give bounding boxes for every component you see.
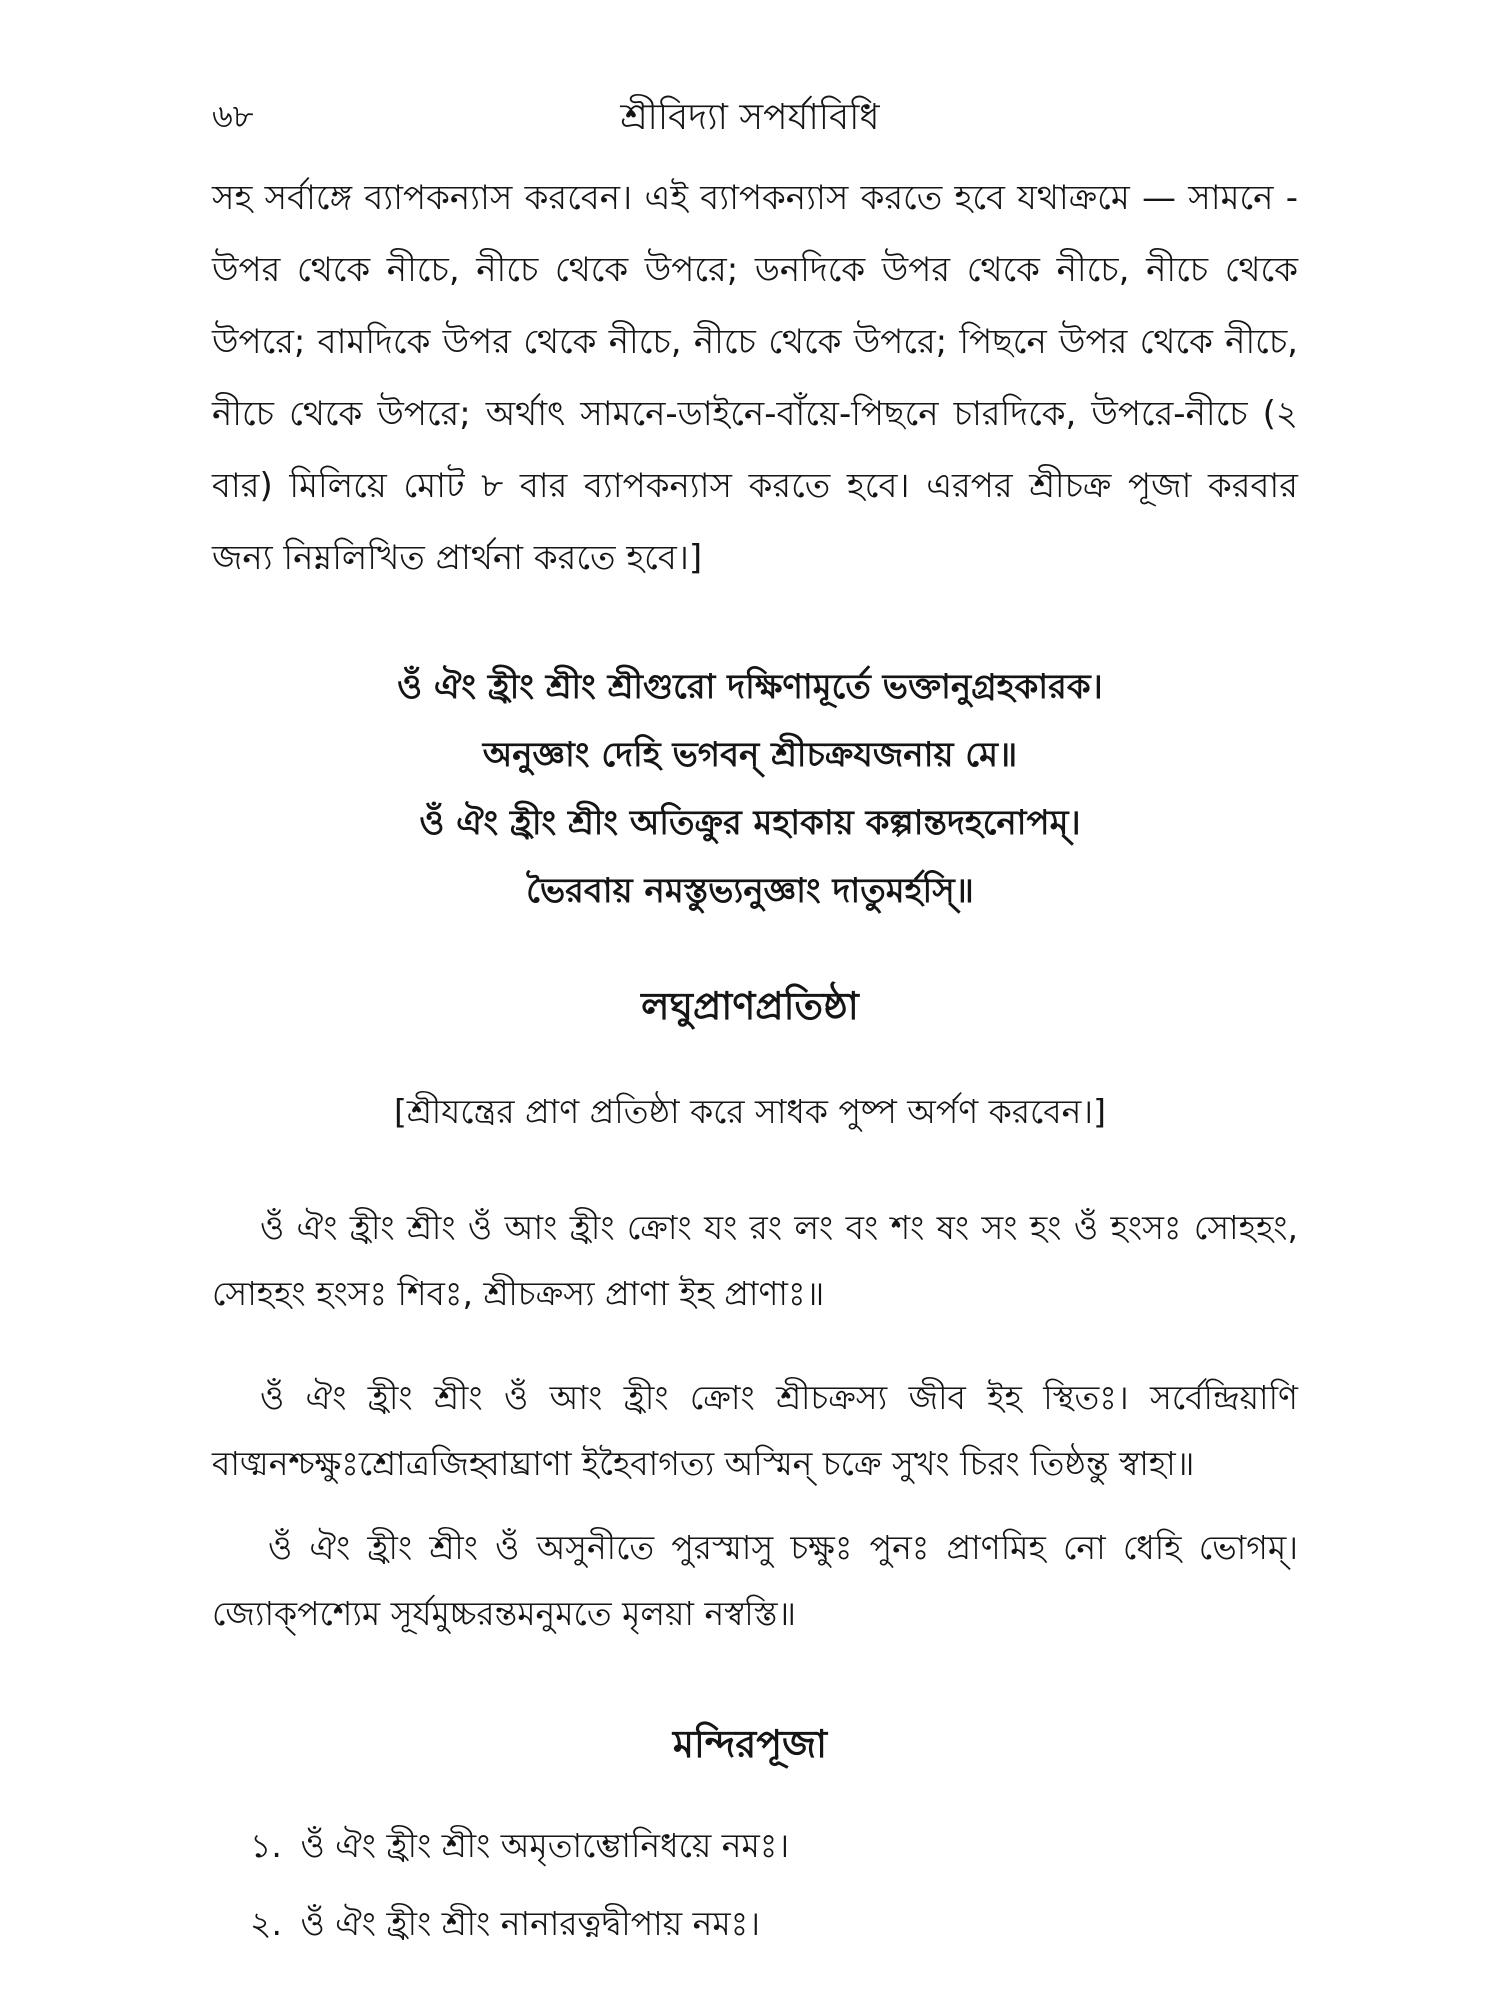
mantra-paragraph: ওঁ ঐং হ্রীং শ্রীং ওঁ আং হ্রীং ক্রোং যং রং লং বং শং ষং সং হং ওঁ হংসঃ সোহহং, সোহহং হংসঃ শিবঃ, শ্রীচক্রস্য প্রাণা ইহ প্রাণাঃ॥ — [212, 1208, 1298, 1313]
list-item — [250, 1816, 1290, 1894]
prayer-verse: ওঁ ঐং হ্রীং শ্রীং শ্রীগুরো দক্ষিণামূর্তে ভক্তানুগ্রহকারক। — [397, 667, 1103, 707]
mantra-paragraph: ওঁ ঐং হ্রীং শ্রীং ওঁ অসুনীতে পুরস্মাসু চক্ষুঃ পুনঃ প্রাণমিহ নো ধেহি ভোগম্। জ্যোক্পশ্যেম সূর্যমুচ্চরন্তমনুমতে মৃলয়া নস্বস্তি॥ — [212, 1528, 1298, 1633]
prayer-verse: ভৈরবায় নমস্তুভ্যনুজ্ঞাং দাতুমর্হসি্॥ — [526, 871, 974, 911]
list-item-text: ওঁ ঐং হ্রীং শ্রীং অমৃতাম্ভোনিধয়ে নমঃ। — [300, 1826, 790, 1865]
page-number: ৬৮ — [212, 97, 254, 135]
list-item — [250, 1894, 1290, 1972]
prayer-verses — [0, 653, 1500, 925]
prayer-verse: অনুজ্ঞাং দেহি ভগবন্ শ্রীচক্রযজনায় মে॥ — [482, 735, 1018, 775]
section-instruction: [শ্রীযন্ত্রের প্রাণ প্রতিষ্ঠা করে সাধক পুষ্প অর্পণ করবেন।] — [394, 1092, 1106, 1131]
prayer-verse: ওঁ ঐং হ্রীং শ্রীং অতিক্রুর মহাকায় কল্পান্তদহনোপম্। — [419, 803, 1081, 843]
list-item-number: ২. — [250, 1904, 282, 1943]
intro-paragraph: সহ সর্বাঙ্গে ব্যাপকন্যাস করবেন। এই ব্যাপকন্যাস করতে হবে যথাক্রমে — সামনে - উপর থেকে নীচে, নীচে থেকে উপরে; ডনদিকে উপর থেকে নীচে, নীচে থেকে উপরে; বামদিকে উপর থেকে নীচে, নীচে থেকে উপরে; পিছনে উপর থেকে নীচে, নীচে থেকে উপরে; অর্থাৎ সামনে-ডাইনে-বাঁয়ে-পিছনে চারদিকে, উপরে-নীচে (২ বার) মিলিয়ে মোট ৮ বার ব্যাপকন্যাস করতে হবে। এরপর শ্রীচক্র পূজা করবার জন্য নিম্নলিখিত প্রার্থনা করতে হবে।] — [212, 178, 1298, 578]
section-heading-laghu-prana-pratishtha: লঘুপ্রাণপ্রতিষ্ঠা — [641, 984, 859, 1028]
section-heading-mandir-puja: মন্দিরপূজা — [672, 1722, 828, 1766]
running-title: শ্রীবিদ্যা সপর্যাবিধি — [620, 97, 880, 138]
mandir-puja-list — [250, 1816, 1290, 1972]
list-item-number: ১. — [250, 1826, 282, 1865]
list-item-text: ওঁ ঐং হ্রীং শ্রীং নানারত্নদ্বীপায় নমঃ। — [300, 1904, 761, 1943]
mantra-paragraph: ওঁ ঐং হ্রীং শ্রীং ওঁ আং হ্রীং ক্রোং শ্রীচক্রস্য জীব ইহ স্থিতঃ। সর্বেন্দ্রিয়াণি বাঙ্মনশ্চক্ষুঃশ্রোত্রজিহ্বাঘ্রাণা ইহৈবাগত্য অস্মিন্ চক্রে সুখং চিরং তিষ্ঠন্তু স্বাহা॥ — [212, 1378, 1298, 1483]
